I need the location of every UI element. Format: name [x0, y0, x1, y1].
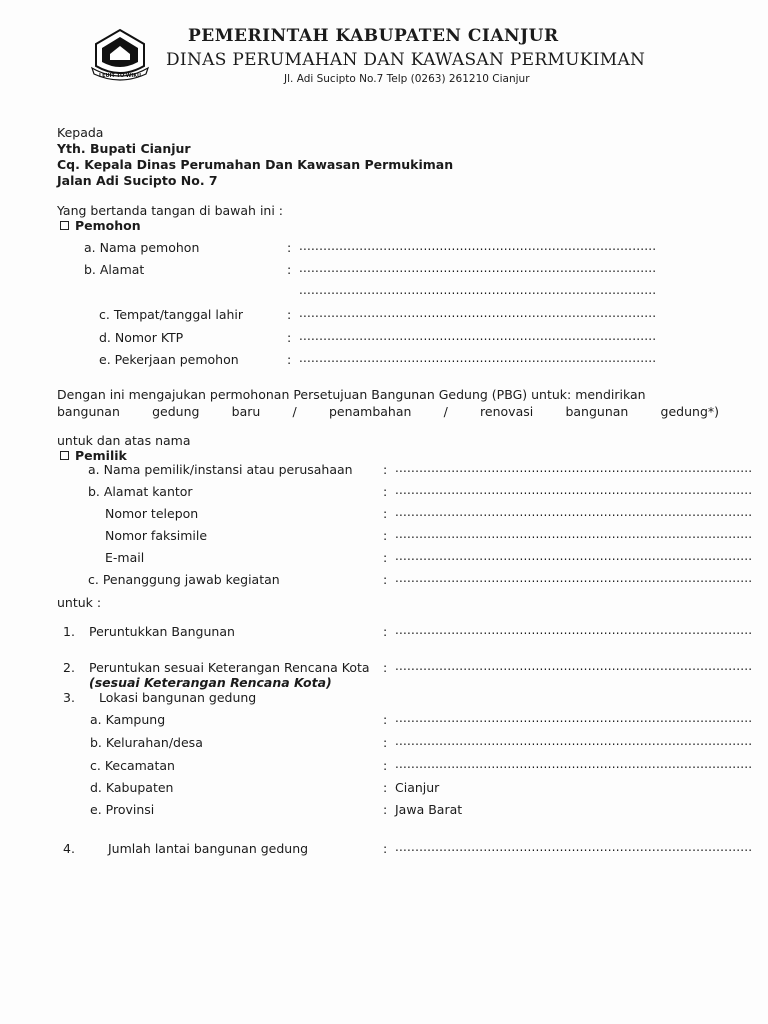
field-colon: :	[383, 712, 388, 727]
addressee-line-4: Jalan Adi Sucipto No. 7	[57, 173, 218, 188]
field-dots-faksimile[interactable]: .........................................................................................	[395, 527, 753, 541]
field-colon: :	[287, 330, 292, 345]
field-colon: :	[383, 506, 388, 521]
untuk-label: untuk :	[57, 595, 102, 610]
field-label: e. Pekerjaan pemohon	[99, 352, 239, 367]
field-colon: :	[287, 240, 292, 255]
field-colon: :	[383, 462, 388, 477]
addressee-line-1: Kepada	[57, 125, 104, 140]
field-label: d. Nomor KTP	[99, 330, 184, 345]
field-label: a. Nama pemilik/instansi atau perusahaan	[88, 462, 353, 477]
field-label: d. Kabupaten	[90, 780, 174, 795]
item-number: 1.	[63, 624, 75, 639]
field-colon: :	[383, 528, 388, 543]
field-dots-pekerjaan[interactable]: .........................................................................................	[299, 351, 657, 365]
checkbox-icon[interactable]	[60, 451, 69, 460]
on-behalf-text: untuk dan atas nama	[57, 433, 191, 448]
field-label: c. Penanggung jawab kegiatan	[88, 572, 280, 587]
field-label: Peruntukkan Bangunan	[89, 624, 235, 639]
header-address: Jl. Adi Sucipto No.7 Telp (0263) 261210 Cianjur	[284, 73, 530, 85]
field-label: c. Kecamatan	[90, 758, 175, 773]
checkbox-icon[interactable]	[60, 221, 69, 230]
field-label: b. Kelurahan/desa	[90, 735, 203, 750]
field-label: a. Nama pemohon	[84, 240, 200, 255]
field-value-kabupaten: Cianjur	[395, 780, 440, 795]
item-number: 3.	[63, 690, 75, 705]
field-colon: :	[287, 352, 292, 367]
pemilik-heading: Pemilik	[60, 448, 127, 463]
field-dots-nama-pemohon[interactable]: .........................................................................................	[299, 239, 657, 253]
field-value-provinsi: Jawa Barat	[395, 802, 463, 817]
addressee-line-3: Cq. Kepala Dinas Perumahan Dan Kawasan Permukiman	[57, 157, 454, 172]
field-colon: :	[383, 484, 388, 499]
item-number: 4.	[63, 841, 75, 856]
pemohon-heading: Pemohon	[60, 218, 141, 233]
field-colon: :	[383, 758, 388, 773]
field-dots-kecamatan[interactable]: .........................................................................................	[395, 757, 753, 771]
field-label: Lokasi bangunan gedung	[99, 690, 257, 705]
addressee-line-2: Yth. Bupati Cianjur	[57, 141, 191, 156]
intro-text: Yang bertanda tangan di bawah ini :	[57, 203, 284, 218]
field-colon: :	[383, 572, 388, 587]
field-label: b. Alamat	[84, 262, 145, 277]
field-dots-alamat-kantor[interactable]: .........................................................................................	[395, 483, 753, 497]
field-label: Nomor faksimile	[105, 528, 208, 543]
field-label: Jumlah lantai bangunan gedung	[108, 841, 309, 856]
field-label: a. Kampung	[90, 712, 166, 727]
field-dots-penanggung-jawab[interactable]: .........................................................................................	[395, 571, 753, 585]
field-label: Peruntukan sesuai Keterangan Rencana Kota	[89, 660, 370, 675]
svg-text:LEUIT TO'WIKU: LEUIT TO'WIKU	[98, 73, 142, 79]
field-dots-email[interactable]: .........................................................................................	[395, 549, 753, 563]
field-dots-alamat-2[interactable]: .........................................................................................	[299, 283, 657, 297]
field-dots-nama-pemilik[interactable]: .........................................................................................	[395, 461, 753, 475]
field-dots-nomor-ktp[interactable]: .........................................................................................	[299, 329, 657, 343]
field-dots-peruntukkan[interactable]: .........................................................................................	[395, 623, 753, 637]
field-colon: :	[383, 802, 388, 817]
field-colon: :	[383, 780, 388, 795]
field-colon: :	[383, 841, 388, 856]
field-colon: :	[383, 660, 388, 675]
field-dots-alamat[interactable]: .........................................................................................	[299, 261, 657, 275]
field-label: b. Alamat kantor	[88, 484, 193, 499]
field-dots-jumlah-lantai[interactable]: .........................................................................................	[395, 840, 753, 854]
field-label: c. Tempat/tanggal lahir	[99, 307, 244, 322]
header-subtitle: DINAS PERUMAHAN DAN KAWASAN PERMUKIMAN	[166, 50, 646, 70]
item-number: 2.	[63, 660, 75, 675]
field-colon: :	[287, 262, 292, 277]
field-dots-krk[interactable]: .........................................................................................	[395, 659, 753, 673]
request-paragraph: Dengan ini mengajukan permohonan Persetujuan Bangunan Gedung (PBG) untuk: mendirikan bangunan gedung baru / penambahan / renovasi bangunan gedung*)	[57, 387, 719, 419]
field-dots-telepon[interactable]: .........................................................................................	[395, 505, 753, 519]
field-label: e. Provinsi	[90, 802, 155, 817]
field-dots-tempat-lahir[interactable]: .........................................................................................	[299, 306, 657, 320]
cianjur-emblem-logo	[88, 26, 152, 82]
field-dots-kelurahan[interactable]: .........................................................................................	[395, 734, 753, 748]
field-label: Nomor telepon	[105, 506, 199, 521]
field-colon: :	[383, 550, 388, 565]
header-title: PEMERINTAH KABUPATEN CIANJUR	[188, 26, 559, 46]
field-colon: :	[383, 624, 388, 639]
item-note: (sesuai Keterangan Rencana Kota)	[89, 675, 332, 690]
field-label: E-mail	[105, 550, 145, 565]
field-colon: :	[287, 307, 292, 322]
field-colon: :	[383, 735, 388, 750]
field-dots-kampung[interactable]: .........................................................................................	[395, 711, 753, 725]
